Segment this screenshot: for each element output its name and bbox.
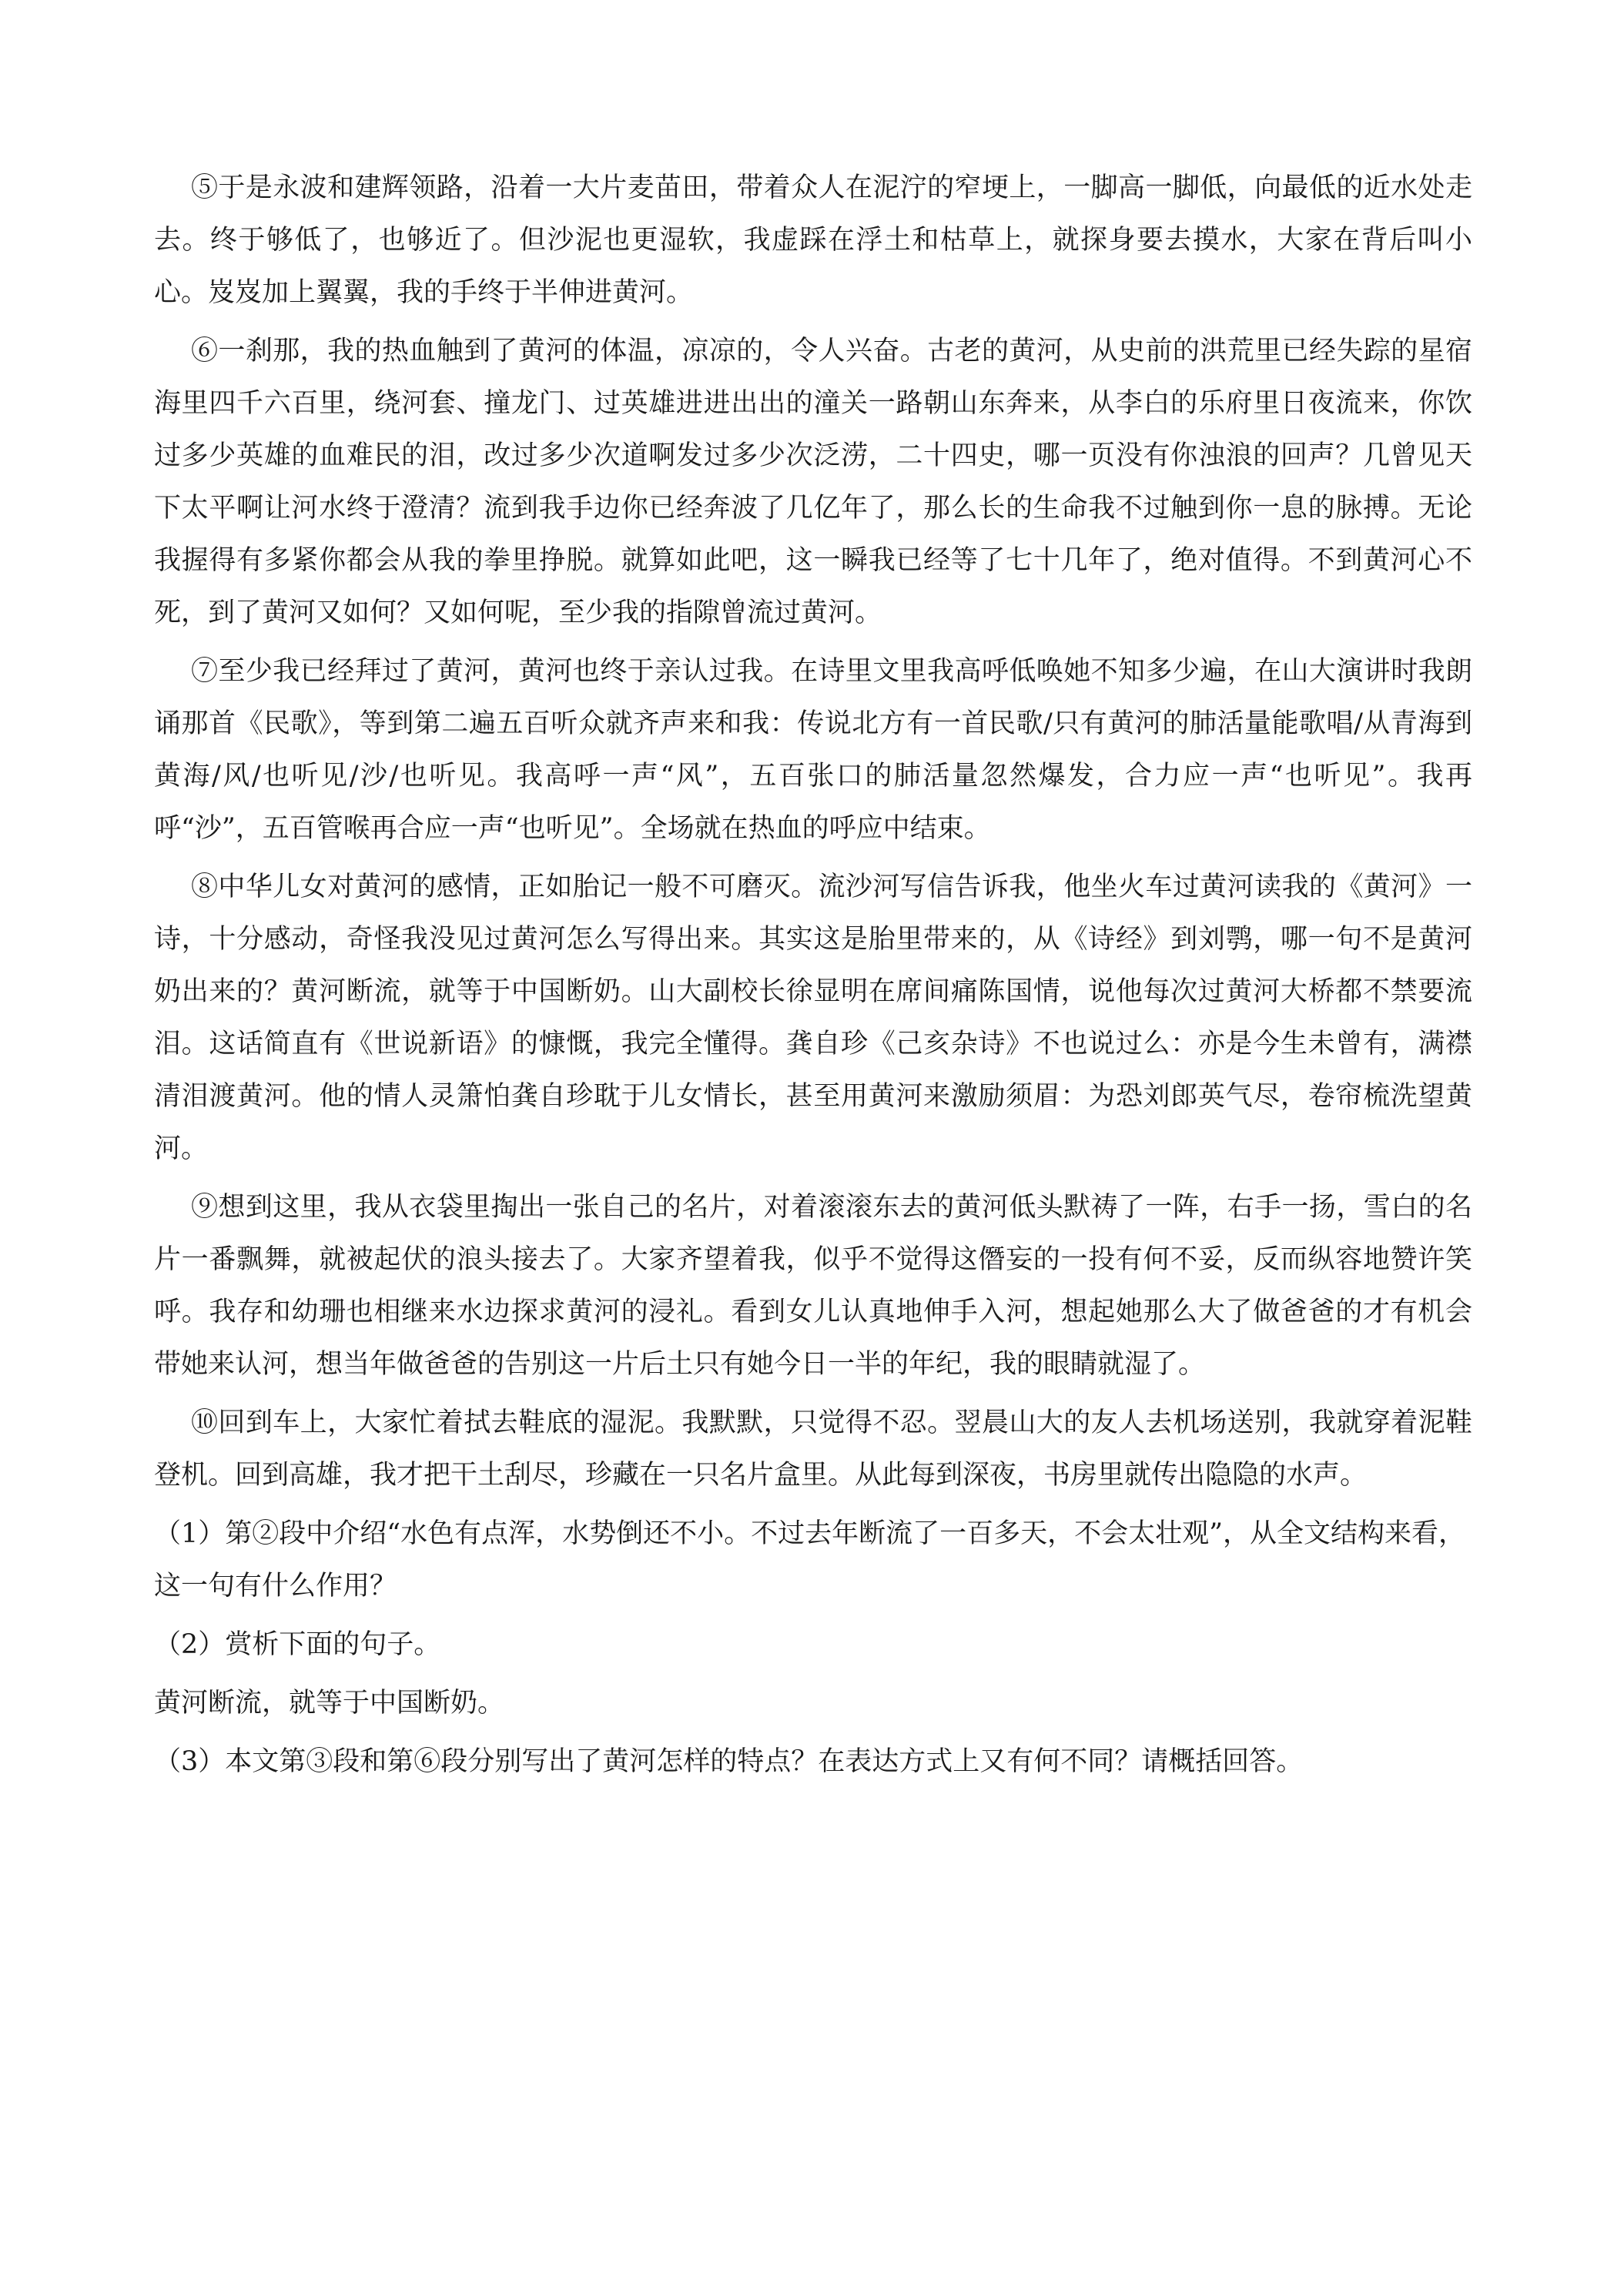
paragraph-9: ⑨想到这里，我从衣袋里掏出一张自己的名片，对着滚滚东去的黄河低头默祷了一阵，右手一扬，雪白的名片一番飘舞，就被起伏的浪头接去了。大家齐望着我，似乎不觉得这僭妄的一投有何不妥，反而纵容地赞许笑呼。我存和幼珊也相继来水边探求黄河的浸礼。看到女儿认真地伸手入河，想起她那么大了做爸爸的才有机会带她来认河，想当年做爸爸的告别这一片后土只有她今日一半的年纪，我的眼睛就湿了。 — [154, 1192, 1472, 1380]
paragraph-10: ⑩回到车上，大家忙着拭去鞋底的湿泥。我默默，只觉得不忍。翌晨山大的友人去机场送别，我就穿着泥鞋登机。回到高雄，我才把干土刮尽，珍藏在一只名片盒里。从此每到深夜，书房里就传出隐隐的水声。 — [154, 1407, 1472, 1491]
question-2: （2）赏析下面的句子。 — [154, 1629, 441, 1660]
paragraph-5: ⑤于是永波和建辉领路，沿着一大片麦苗田，带着众人在泥泞的窄埂上，一脚高一脚低，向最低的近水处走去。终于够低了，也够近了。但沙泥也更湿软，我虚踩在浮土和枯草上，就探身要去摸水，大家在背后叫小心。岌岌加上翼翼，我的手终于半伸进黄河。 — [154, 172, 1472, 308]
paragraph-8: ⑧中华儿女对黄河的感情，正如胎记一般不可磨灭。流沙河写信告诉我，他坐火车过黄河读我的《黄河》一诗，十分感动，奇怪我没见过黄河怎么写得出来。其实这是胎里带来的，从《诗经》到刘鹗，哪一句不是黄河奶出来的？黄河断流，就等于中国断奶。山大副校长徐显明在席间痛陈国情，说他每次过黄河大桥都不禁要流泪。这话简直有《世说新语》的慷慨，我完全懂得。龚自珍《己亥杂诗》不也说过么：亦是今生未曾有，满襟清泪渡黄河。他的情人灵箫怕龚自珍耽于儿女情长，甚至用黄河来激励须眉：为恐刘郎英气尽，卷帘梳洗望黄河。 — [154, 872, 1472, 1164]
paragraph-6: ⑥一刹那，我的热血触到了黄河的体温，凉凉的，令人兴奋。古老的黄河，从史前的洪荒里已经失踪的星宿海里四千六百里，绕河套、撞龙门、过英雄进进出出的潼关一路朝山东奔来，从李白的乐府里日夜流来，你饮过多少英雄的血难民的泪，改过多少次道啊发过多少次泛涝，二十四史，哪一页没有你浊浪的回声？几曾见天下太平啊让河水终于澄清？流到我手边你已经奔波了几亿年了，那么长的生命我不过触到你一息的脉搏。无论我握得有多紧你都会从我的拳里挣脱。就算如此吧，这一瞬我已经等了七十几年了，绝对值得。不到黄河心不死，到了黄河又如何？又如何呢，至少我的指隙曾流过黄河。 — [154, 336, 1472, 628]
question-3: （3）本文第③段和第⑥段分别写出了黄河怎样的特点？在表达方式上又有何不同？请概括回答。 — [154, 1746, 1304, 1777]
question-2-quote: 黄河断流，就等于中国断奶。 — [154, 1688, 505, 1719]
question-1: （1）第②段中介绍“水色有点浑，水势倒还不小。不过去年断流了一百多天，不会太壮观”，从全文结构来看，这一句有什么作用？ — [154, 1518, 1466, 1602]
paragraph-7: ⑦至少我已经拜过了黄河，黄河也终于亲认过我。在诗里文里我高呼低唤她不知多少遍，在山大演讲时我朗诵那首《民歌》，等到第二遍五百听众就齐声来和我：传说北方有一首民歌/只有黄河的肺活量能歌唱/从青海到黄海/风/也听见/沙/也听见。我高呼一声“风”，五百张口的肺活量忽然爆发，合力应一声“也听见”。我再呼“沙”，五百管喉再合应一声“也听见”。全场就在热血的呼应中结束。 — [154, 656, 1472, 844]
document-page — [154, 162, 1472, 1794]
